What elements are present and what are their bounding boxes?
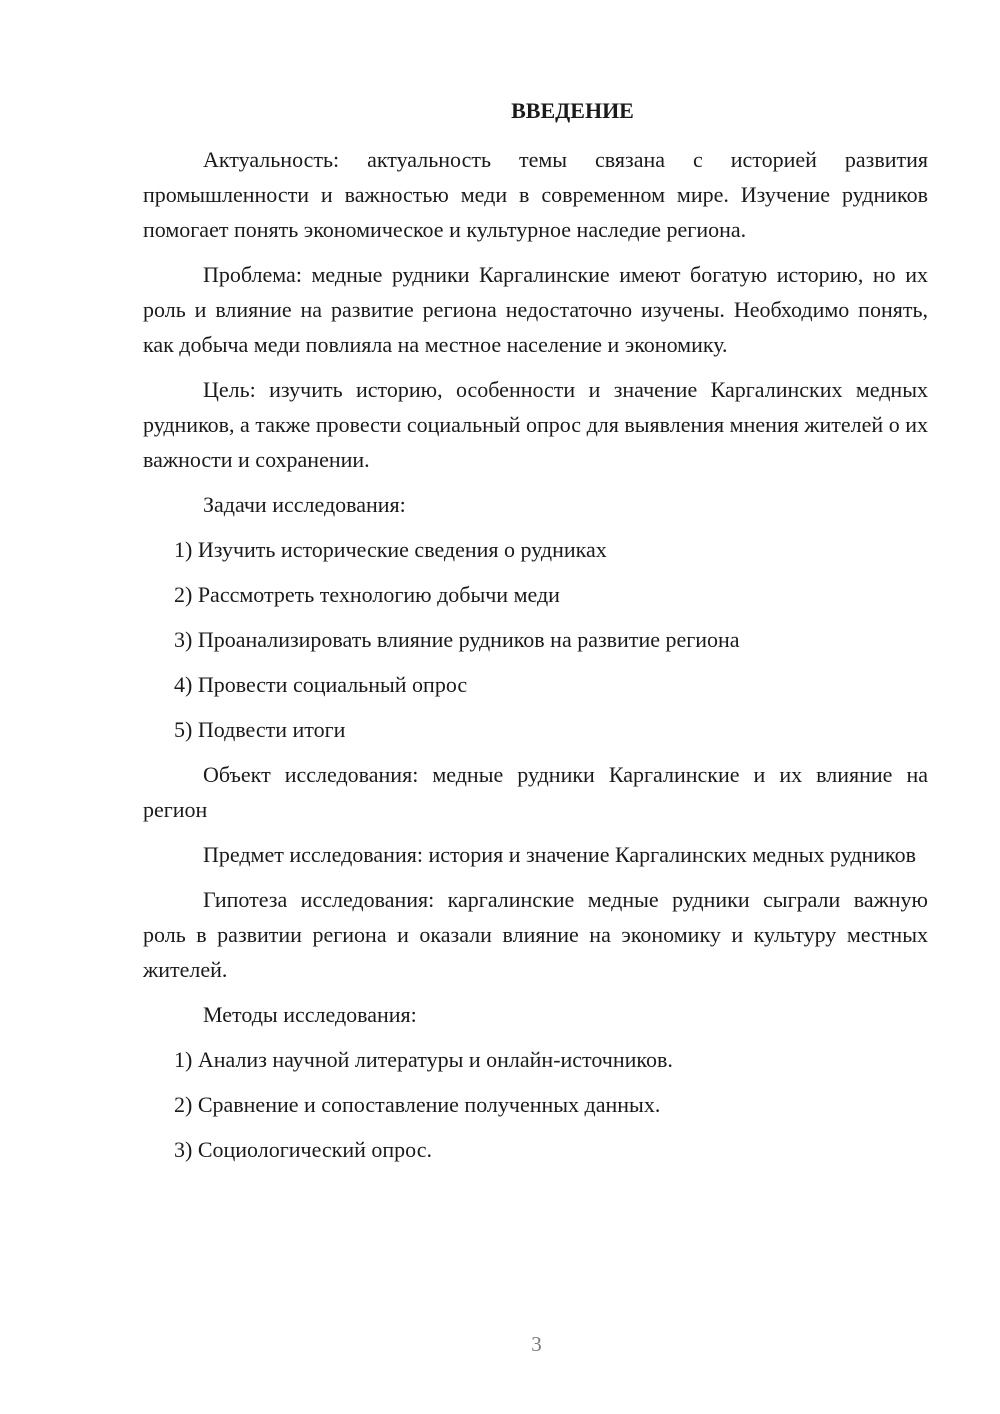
- subject-paragraph: Предмет исследования: история и значение Каргалинских медных рудников: [203, 842, 917, 867]
- document-page: [143, 96, 928, 1177]
- list-item: 3) Социологический опрос.: [174, 1137, 432, 1162]
- list-item: 2) Сравнение и сопоставление полученных данных.: [174, 1092, 661, 1117]
- object-paragraph: Объект исследования: медные рудники Каргалинские и их влияние на регион: [143, 762, 928, 822]
- page-number: 3: [531, 1332, 542, 1356]
- list-item: 1) Анализ научной литературы и онлайн-источников.: [174, 1047, 673, 1072]
- tasks-list: [143, 532, 928, 747]
- goal-paragraph: Цель: изучить историю, особенности и значение Каргалинских медных рудников, а также провести социальный опрос для выявления мнения жителей о их важности и сохранении.: [143, 377, 928, 472]
- list-item: 5) Подвести итоги: [174, 717, 346, 742]
- relevance-paragraph: Актуальность: актуальность темы связана с историей развития промышленности и важностью меди в современном мире. Изучение рудников помогает понять экономическое и культурное наследие региона.: [143, 147, 928, 242]
- problem-paragraph: Проблема: медные рудники Каргалинские имеют богатую историю, но их роль и влияние на развитие региона недостаточно изучены. Необходимо понять, как добыча меди повлияла на местное население и экономику.: [143, 262, 928, 357]
- hypothesis-paragraph: Гипотеза исследования: каргалинские медные рудники сыграли важную роль в развитии региона и оказали влияние на экономику и культуру местных жителей.: [143, 887, 928, 982]
- tasks-heading: Задачи исследования:: [203, 492, 406, 517]
- section-title: ВВЕДЕНИЕ: [511, 98, 634, 123]
- list-item: 4) Провести социальный опрос: [174, 672, 468, 697]
- list-item: 1) Изучить исторические сведения о рудниках: [174, 537, 607, 562]
- list-item: 3) Проанализировать влияние рудников на развитие региона: [174, 627, 740, 652]
- methods-heading: Методы исследования:: [203, 1002, 417, 1027]
- methods-list: [143, 1042, 928, 1167]
- list-item: 2) Рассмотреть технологию добычи меди: [174, 582, 560, 607]
